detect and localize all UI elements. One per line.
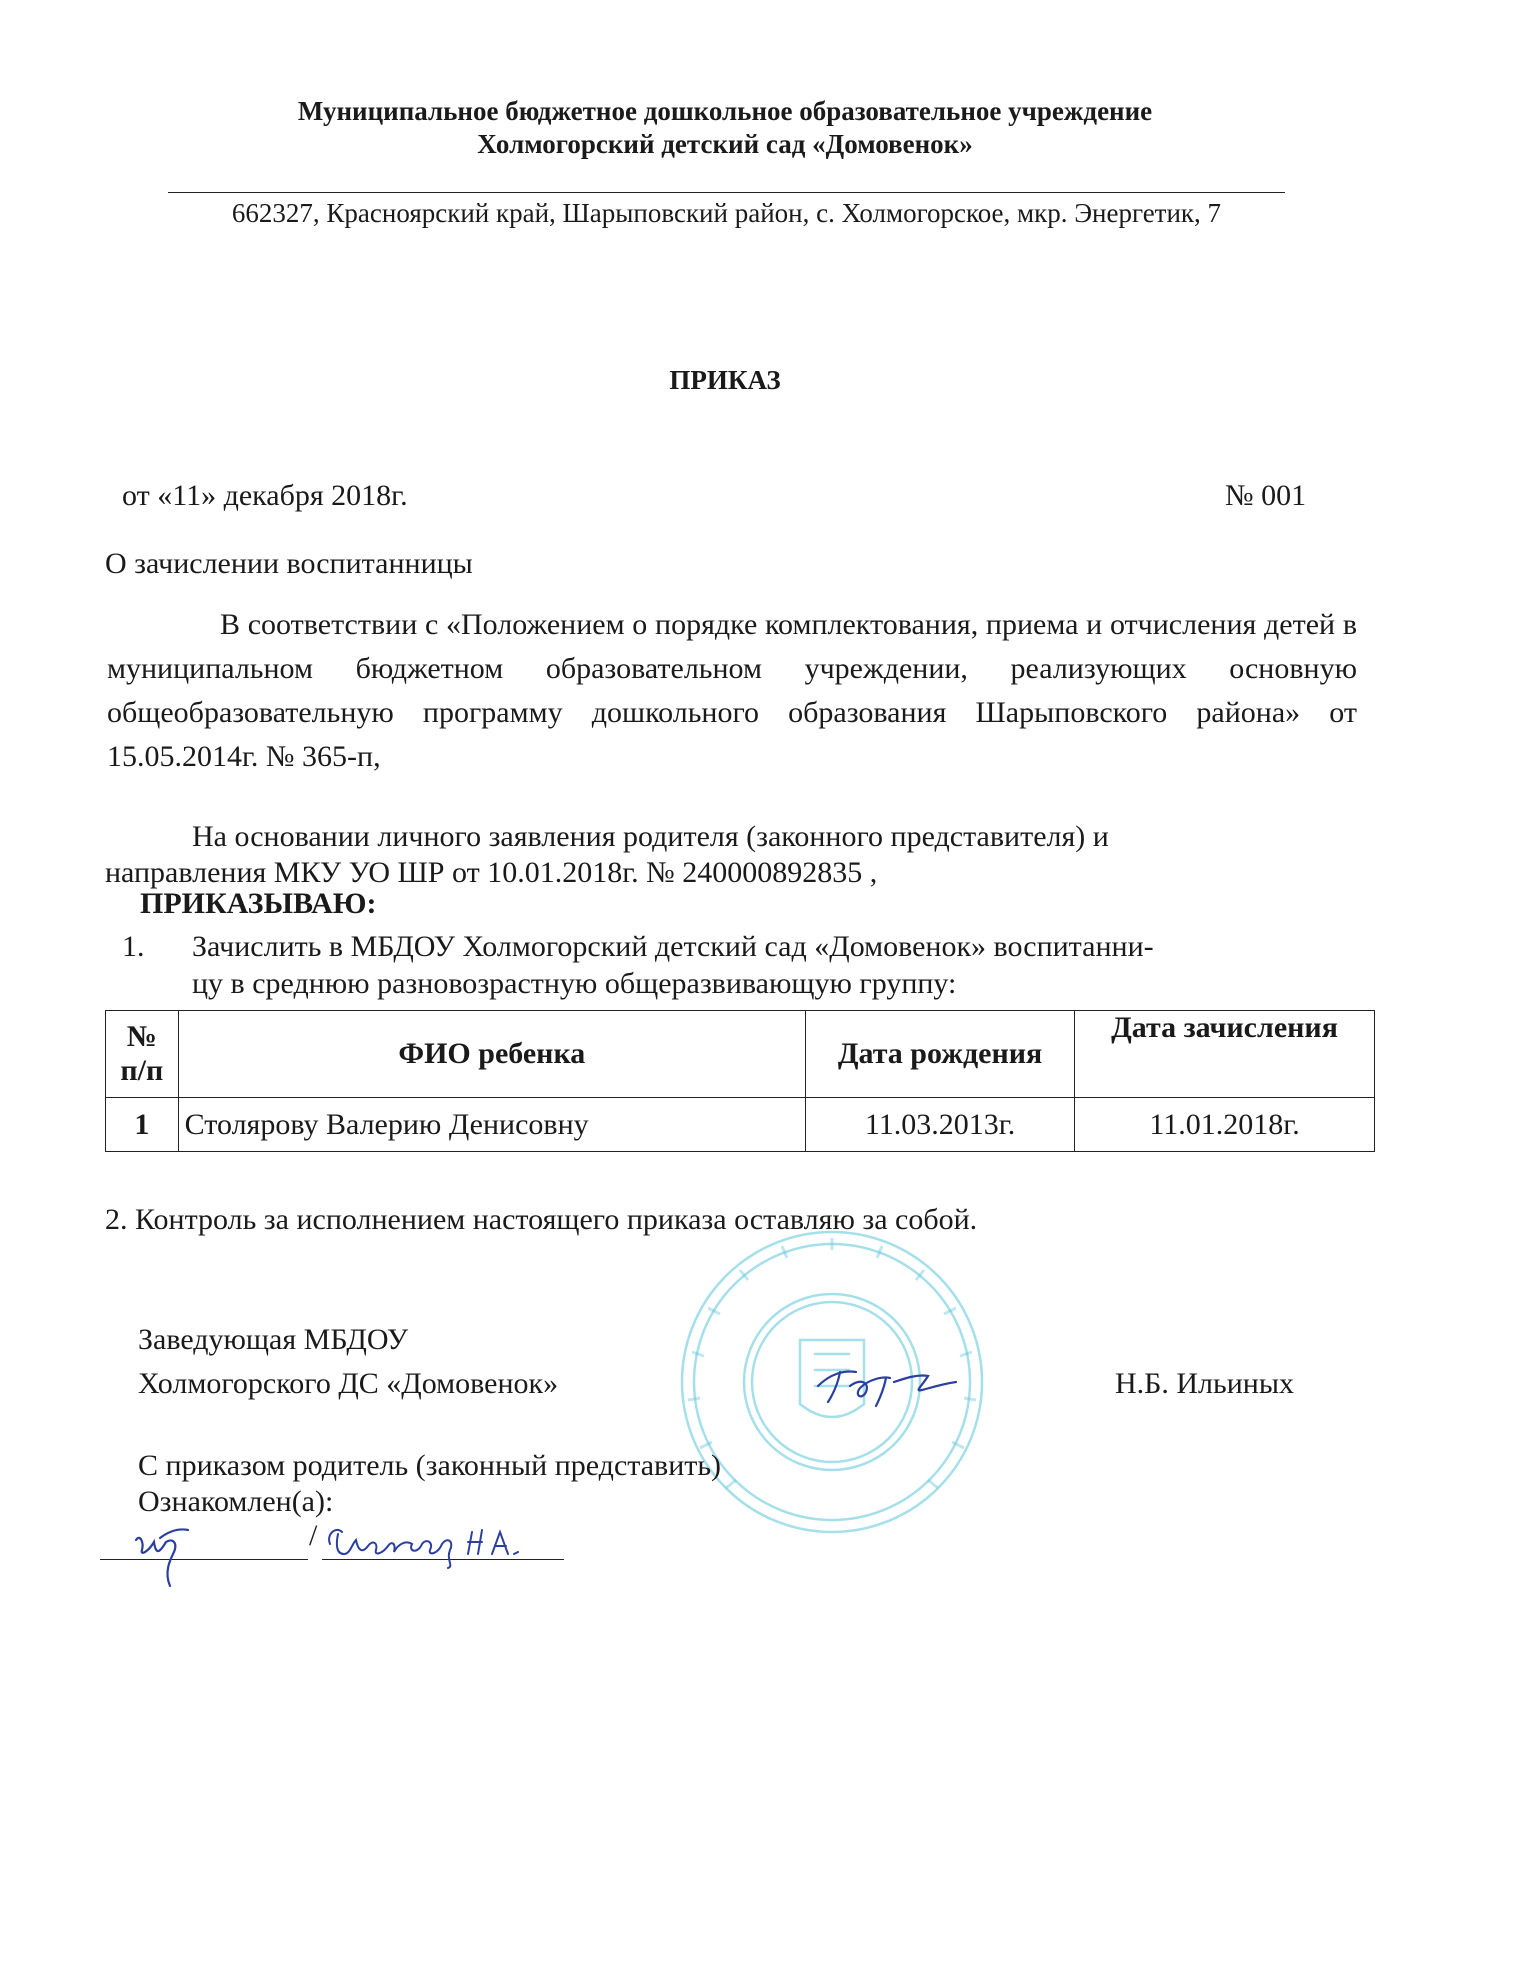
basis-line1: На основании личного заявления родителя (законного представителя) и	[192, 820, 1109, 853]
header-birth-date: Дата рождения	[805, 1011, 1074, 1098]
header-number	[106, 1011, 179, 1098]
acknowledgement-line1: С приказом родитель (законный представить)	[138, 1449, 722, 1482]
parent-name-handwritten-icon	[322, 1514, 562, 1570]
item1-line2: цу в среднюю разновозрастную общеразвивающую группу:	[192, 967, 957, 1000]
item1-line1: Зачислить в МБДОУ Холмогорский детский сад «Домовенок» воспитанни-	[192, 930, 1154, 963]
item2-text: 2. Контроль за исполнением настоящего приказа оставляю за собой.	[105, 1203, 978, 1236]
header-child-name: ФИО ребенка	[178, 1011, 805, 1098]
table-row	[106, 1098, 1375, 1152]
acknowledgement-line2: Ознакомлен(а):	[138, 1485, 334, 1518]
director-name: Н.Б. Ильиных	[1115, 1367, 1294, 1400]
order-number: № 001	[1225, 479, 1307, 512]
preamble-paragraph	[107, 603, 1357, 779]
header-number-line2: п/п	[120, 1054, 164, 1087]
header-number-line1: №	[126, 1020, 157, 1053]
organization-address: 662327, Красноярский край, Шарыповский район, с. Холмогорское, мкр. Энергетик, 7	[231, 198, 1222, 228]
director-signature-icon	[810, 1352, 960, 1412]
header-divider	[168, 192, 1285, 193]
director-position-line1: Заведующая МБДОУ	[138, 1323, 409, 1356]
organization-name-line2: Холмогорский детский сад «Домовенок»	[477, 129, 973, 159]
director-position-line2: Холмогорского ДС «Домовенок»	[138, 1367, 559, 1400]
row-number: 1	[106, 1098, 179, 1152]
enrollment-table	[105, 1010, 1375, 1152]
row-birth-date: 11.03.2013г.	[805, 1098, 1074, 1152]
signature-separator: /	[309, 1519, 318, 1552]
organization-name-line1: Муниципальное бюджетное дошкольное образовательное учреждение	[297, 96, 1153, 126]
parent-signature-icon	[130, 1512, 220, 1592]
preamble-text: В соответствии с «Положением о порядке комплектования, приема и отчисления детей в муниципальном бюджетном образовательном учреждении, реализующих основную общеобразовательную программу дошкольного образования Шарыповского района» от 15.05.2014г. № 365-п,	[107, 608, 1357, 773]
table-header-row	[106, 1011, 1375, 1098]
item1-number: 1.	[122, 930, 145, 963]
row-child-name: Столярову Валерию Денисовну	[178, 1098, 805, 1152]
header-enrollment-date: Дата зачисления	[1075, 1011, 1375, 1098]
basis-line2: направления МКУ УО ШР от 10.01.2018г. № 240000892835 ,	[105, 856, 878, 889]
document-title: ПРИКАЗ	[669, 365, 781, 395]
order-subject: О зачислении воспитанницы	[105, 547, 473, 580]
row-enrollment-date: 11.01.2018г.	[1075, 1098, 1375, 1152]
order-verb: ПРИКАЗЫВАЮ:	[140, 887, 377, 920]
order-date: от «11» декабря 2018г.	[122, 479, 408, 512]
